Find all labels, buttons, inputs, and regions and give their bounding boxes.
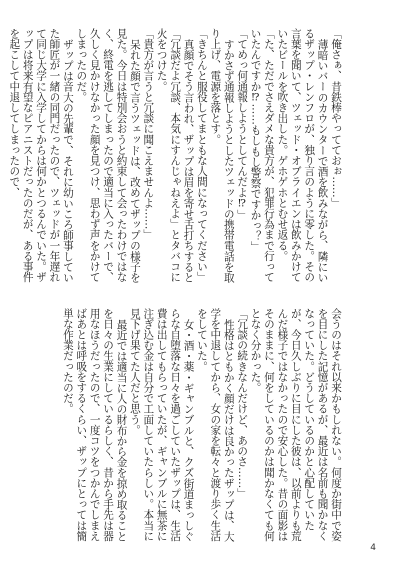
page-number: 4: [370, 543, 376, 553]
narration-paragraph: 呆れた顔で言うツェッドは、改めてザップの様子を見た。今日は特別会おうと約束して会ったわけではなく、終電を逃してしまったので適当に入ったバーで、久しく見かけなかった顔を見つけ、思わず声をかけてしまったのだ。: [75, 28, 141, 283]
upper-text-column: [8, 28, 342, 292]
narration-paragraph: すかさず通報しようとしたツェッドの携帯電話を取り上げ、電源を落とす。: [209, 28, 235, 283]
dialogue-line: 「貴方が言うと冗談に聞こえませんよ……」: [142, 28, 155, 240]
dialogue-line: 「冗談の続きなんだけど、あのさ……」: [236, 308, 249, 499]
narration-paragraph: 真顔でそう言われ、ザップは眉を寄せ舌打ちすると「冗談だよ冗談、本気にすんじゃねえよ」とタバコに火をつけた。: [155, 28, 195, 283]
narration-paragraph: ザップは音大の先輩で、それに幼いころ師事していた師匠が一緒の同門だったので、ツェッドが一年遅れて同じ大学に入学してからは何かとつるんでいた。ザップは将来有望なピアニストだったのだが、ある事件を起こして中退してしまったので、: [8, 28, 74, 283]
dialogue-line: 「俺さぁ、昔鉄棒やってておぉ……」: [330, 28, 342, 209]
narration-paragraph: 女・酒・薬・ギャンブルと、クズ街道まっしぐらな自堕落な日々を過ごしていたザップは、生活費は出してもらっていたが、ギャンブルに無茶に注ぎ込む金は自分で工面していたらしい。本当に見下げ果てた人だと思う。: [128, 308, 195, 542]
narration-paragraph: 最近では適当に人の財布から金を掠め取ることを日々の生業にしているらしく、昔から手先は器用なほうだったので、一度コツをつかんでしまえばあとは呼吸をするくらい、ザップにとっては簡単な作業だったのだ。: [61, 308, 128, 542]
dialogue-line: 「てめっ何通報しようとしてんだよ⁉」: [236, 28, 249, 221]
dialogue-line: 「た、ただでさえダメな貴方が、犯罪行為まで行っていたんですか⁉……もしもし警察ですかっ？」: [249, 28, 275, 283]
narration-paragraph: 性格はともかく顔だけは良かったザップは、大学を中退してから、女の家を転々と渡り歩く生活をしていた。: [195, 308, 235, 542]
lower-text-column: [34, 308, 342, 544]
narration-paragraph: 薄暗いバーのカウンターで酒を飲みながら、隣にいるザップ・レンフロが、独り言のように零した。その言葉を聞いて、ツェッド・オブライエンは飲みかけていたビールを吹き出した。ゲホゲホとむせ返る。: [276, 28, 329, 283]
dialogue-line: 「きちんと服役してまともな人間になってください」: [195, 28, 208, 283]
narration-paragraph: 会うのはそれ以来かもしれない。何度か街中で姿を目にした記憶があるが、最近は名前も聞かなくなっていた。どうしているのかと心配していたが、今日久しぶりに目にした彼は、以前よりも荒んだ様子ではなかったので安心した。昔の面影はそのままに、何をしているのかは聞かなくても何となく分かった。: [249, 308, 342, 542]
